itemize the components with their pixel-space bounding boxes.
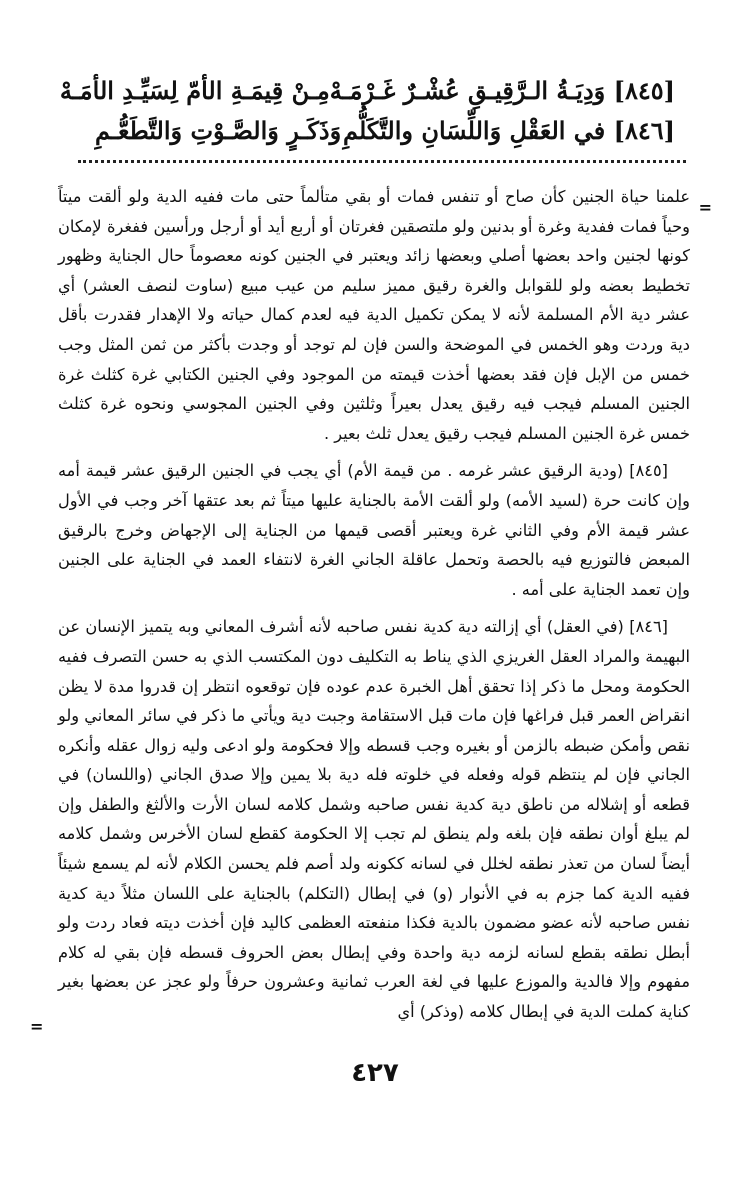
page-number: ٤٢٧: [351, 1058, 399, 1088]
verse-row: [95, 110, 675, 150]
commentary-paragraph: [٨٤٥] (ودية الرقيق عشر غرمه . من قيمة الأم) أي يجب في الجنين الرقيق عشر قيمة أمه وإن كانت حرة (لسيد الأمه) ولو ألقت الأمة بالجناية عليها ميتاً ثم بعد عتقها آخر وجب في الأول عشر قيمة الأم وفي الثاني غرة ويعتبر أقصى قيمها من الجناية إلى الإجهاض وخرج بالرقيق المبعض فالتوزيع فيه بالحصة وتحمل عاقلة الجاني الغرة لانتفاء العمد في الجناية على الجنين وإن تعمد الجناية على أمه .: [58, 461, 690, 599]
commentary-text: [58, 182, 690, 1033]
verse-hemistich-first: [٨٤٦] في العَقْلِ وَاللِّسَانِ والتَّكَلُّمِ: [342, 115, 675, 145]
verse-hemistich-first: [٨٤٥] وَدِيَـةُ الـرَّقِيـقِ عُشْـرٌ غَـرْمَـهْ: [329, 75, 675, 105]
verse-hemistich-second: مِـنْ قِيمَـةِ الأمّ لِسَيِّـدِ الأمَـهْ: [59, 75, 330, 105]
verse-row: [59, 70, 675, 110]
verse-block: [59, 70, 675, 150]
continuation-mark-end: =: [30, 1017, 44, 1036]
commentary-paragraph: علمنا حياة الجنين كأن صاح أو تنفس فمات أو بقي متألماً حتى مات ففيه الدية ولو ألقت ميتاً وحياً فمات ففدية وغرة أو بدنين ولو ملتصقين فغرتان أو أربع أيد أو أرجل ورأسين ففغرة لإمكان كونها لجنين واحد بعضها أصلي وبعضها زائد ويعتبر في الجنين كونه معصوماً حال الجناية وظهور تخطيط بعضه ولو للقوابل والغرة رقيق مميز سليم من عيب مبيع (ساوت لنصف العشر) أي عشر دية الأم المسلمة لأنه لا يمكن تكميل الدية فيه لعدم كمال حياته ولا الإهدار فقدرت بأقل دية وردت وهو الخمس في الموضحة والسن فإن لم توجد أو وجدت بأكثر من ثمن المثل وجب خمس من الإبل فإن فقد بعضها أخذت قيمته من الموجود وفي الجنين الكتابي غرة كثلث غرة الجنين المسلم فيجب فيه رقيق يعدل بعيراً وثلثين وفي الجنين المجوسي ونحوه غرة كثلث خمس غرة الجنين المسلم فيجب رقيق يعدل ثلث بعير .: [58, 187, 690, 443]
verse-hemistich-second: وَذَكَـرٍ وَالصَّـوْتِ وَالتَّطَعُّـمِ: [95, 115, 342, 145]
commentary-paragraph: [٨٤٦] (في العقل) أي إزالته دية كدية نفس صاحبه لأنه أشرف المعاني وبه يتميز الإنسان عن البهيمة والمراد العقل الغريزي الذي يناط به التكليف دون المكتسب الذي به حسن التصرف ففيه الحكومة ومحل ما ذكر إذا تحقق أهل الخبرة عدم عوده فإن توقعوه انتظر إن قدروا مدة لا يظن انقراض العمر قبل فراغها فإن مات قبل الاستقامة وجبت دية ويأتي ما ذكر في سائر المعاني ولو نقص وأمكن ضبطه بالزمن أو بغيره وجب قسطه وإلا فحكومة ولو ادعى وليه زوال عقله وأنكره الجاني فإن لم ينتظم قوله وفعله في خلوته فله دية بلا يمين وإلا صدق الجاني (واللسان) في قطعه أو إشلاله من ناطق دية كدية نفس صاحبه وشمل كلامه لسان الأرت والألثغ والطفل وإن لم يبلغ أوان نطقه فإن بلغه ولم ينطق لم تجب إلا الحكومة كقطع لسان الأخرس وشمل كلامه أيضاً لسان من تعذر نطقه لخلل في لسانه ككونه ولد أصم فلم يحسن الكلام لأنه لم يسمع شيئاً ففيه الدية كما جزم به في الأنوار (و) في إبطال (التكلم) بالجناية على اللسان مثلاً دية كدية نفس صاحبه لأنه عضو مضمون بالدية فكذا منفعته العظمى كاليد فإن أخذت ديته فعاد ردت ولو أبطل نطقه بقطع لسانه لزمه دية واحدة وفي إبطال بعض الحروف قسطه فإن بقي له كلام مفهوم وإلا فالدية والموزع عليها في لغة العرب ثمانية وعشرون حرفاً ولو عجز عن بعضها بغير كناية كملت الدية في إبطال كلامه (وذكر) أي: [58, 617, 690, 1022]
continuation-mark-start: =: [698, 198, 712, 217]
dotted-divider: [78, 160, 686, 163]
